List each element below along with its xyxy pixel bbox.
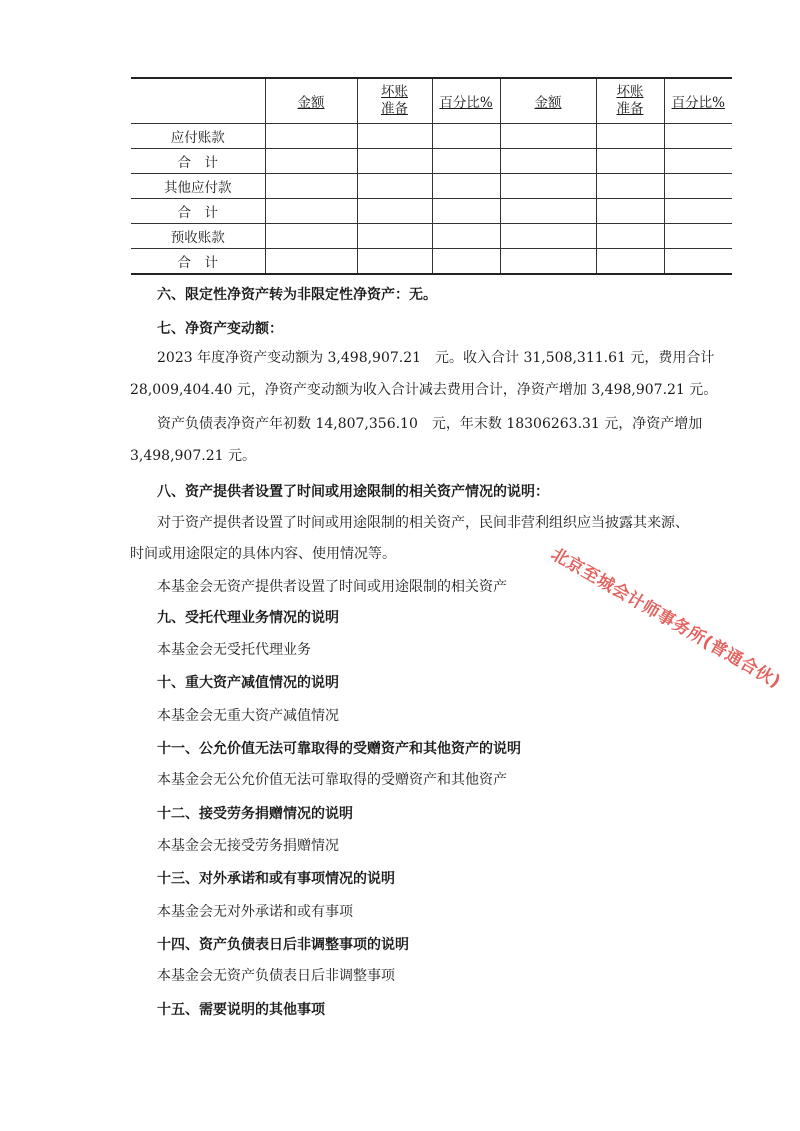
firm-seal-stamp: 北京至城会计师事务所(普通合伙) [547,544,785,693]
section-8-heading: 八、资产提供者设置了时间或用途限制的相关资产情况的说明： [157,484,549,500]
section-11-heading: 十一、公允价值无法可靠取得的受赠资产和其他资产的说明 [157,741,521,757]
section-14-note: 本基金会无资产负债表日后非调整事项 [157,968,395,984]
section-9-heading: 九、受托代理业务情况的说明 [157,610,339,626]
header-empty-cell [131,78,265,124]
header-percent: 百分比% [432,78,500,124]
section-8-paragraph-line-2: 时间或用途限定的具体内容、使用情况等。 [130,546,396,562]
row-label: 合 计 [131,199,265,224]
section-10-note: 本基金会无重大资产减值情况 [157,708,339,724]
section-7-paragraph-1-line-2: 28,009,404.40 元，净资产变动额为收入合计减去费用合计，净资产增加 3,498,907.21 元。 [130,382,718,398]
header-amount: 金额 [265,78,357,124]
section-15-heading: 十五、需要说明的其他事项 [157,1002,325,1018]
row-label: 合 计 [131,249,265,275]
row-label: 预收账款 [131,224,265,249]
row-label: 应付账款 [131,124,265,149]
header-bad-debt: 坏账 准备 [357,78,432,124]
section-10-heading: 十、重大资产减值情况的说明 [157,675,339,691]
table-row [131,199,732,224]
table-row [131,124,732,149]
table-row [131,249,732,275]
section-12-note: 本基金会无接受劳务捐赠情况 [157,838,339,854]
table-row [131,224,732,249]
section-13-heading: 十三、对外承诺和或有事项情况的说明 [157,871,395,887]
section-7-paragraph-2-line-2: 3,498,907.21 元。 [130,448,256,464]
section-8-note: 本基金会无资产提供者设置了时间或用途限制的相关资产 [157,579,507,595]
section-8-paragraph-line-1: 对于资产提供者设置了时间或用途限制的相关资产，民间非营利组织应当披露其来源、 [157,515,689,531]
row-label: 其他应付款 [131,174,265,199]
payables-table [131,77,732,275]
row-label: 合 计 [131,149,265,174]
table-header-row [131,78,732,124]
section-6-heading: 六、限定性净资产转为非限定性净资产：无。 [157,287,437,303]
table-row [131,149,732,174]
section-9-note: 本基金会无受托代理业务 [157,642,311,658]
header-percent-2: 百分比% [664,78,732,124]
section-14-heading: 十四、资产负债表日后非调整事项的说明 [157,937,409,953]
section-7-heading: 七、净资产变动额： [157,321,283,337]
header-bad-debt-2: 坏账 准备 [596,78,664,124]
section-7-paragraph-1-line-1: 2023 年度净资产变动额为 3,498,907.21 元。收入合计 31,508,311.61 元，费用合计 [157,350,715,366]
section-12-heading: 十二、接受劳务捐赠情况的说明 [157,806,353,822]
table-row [131,174,732,199]
section-11-note: 本基金会无公允价值无法可靠取得的受赠资产和其他资产 [157,772,507,788]
section-13-note: 本基金会无对外承诺和或有事项 [157,904,353,920]
header-amount-2: 金额 [500,78,596,124]
section-7-paragraph-2-line-1: 资产负债表净资产年初数 14,807,356.10 元，年末数 18306263.31 元，净资产增加 [157,416,703,432]
